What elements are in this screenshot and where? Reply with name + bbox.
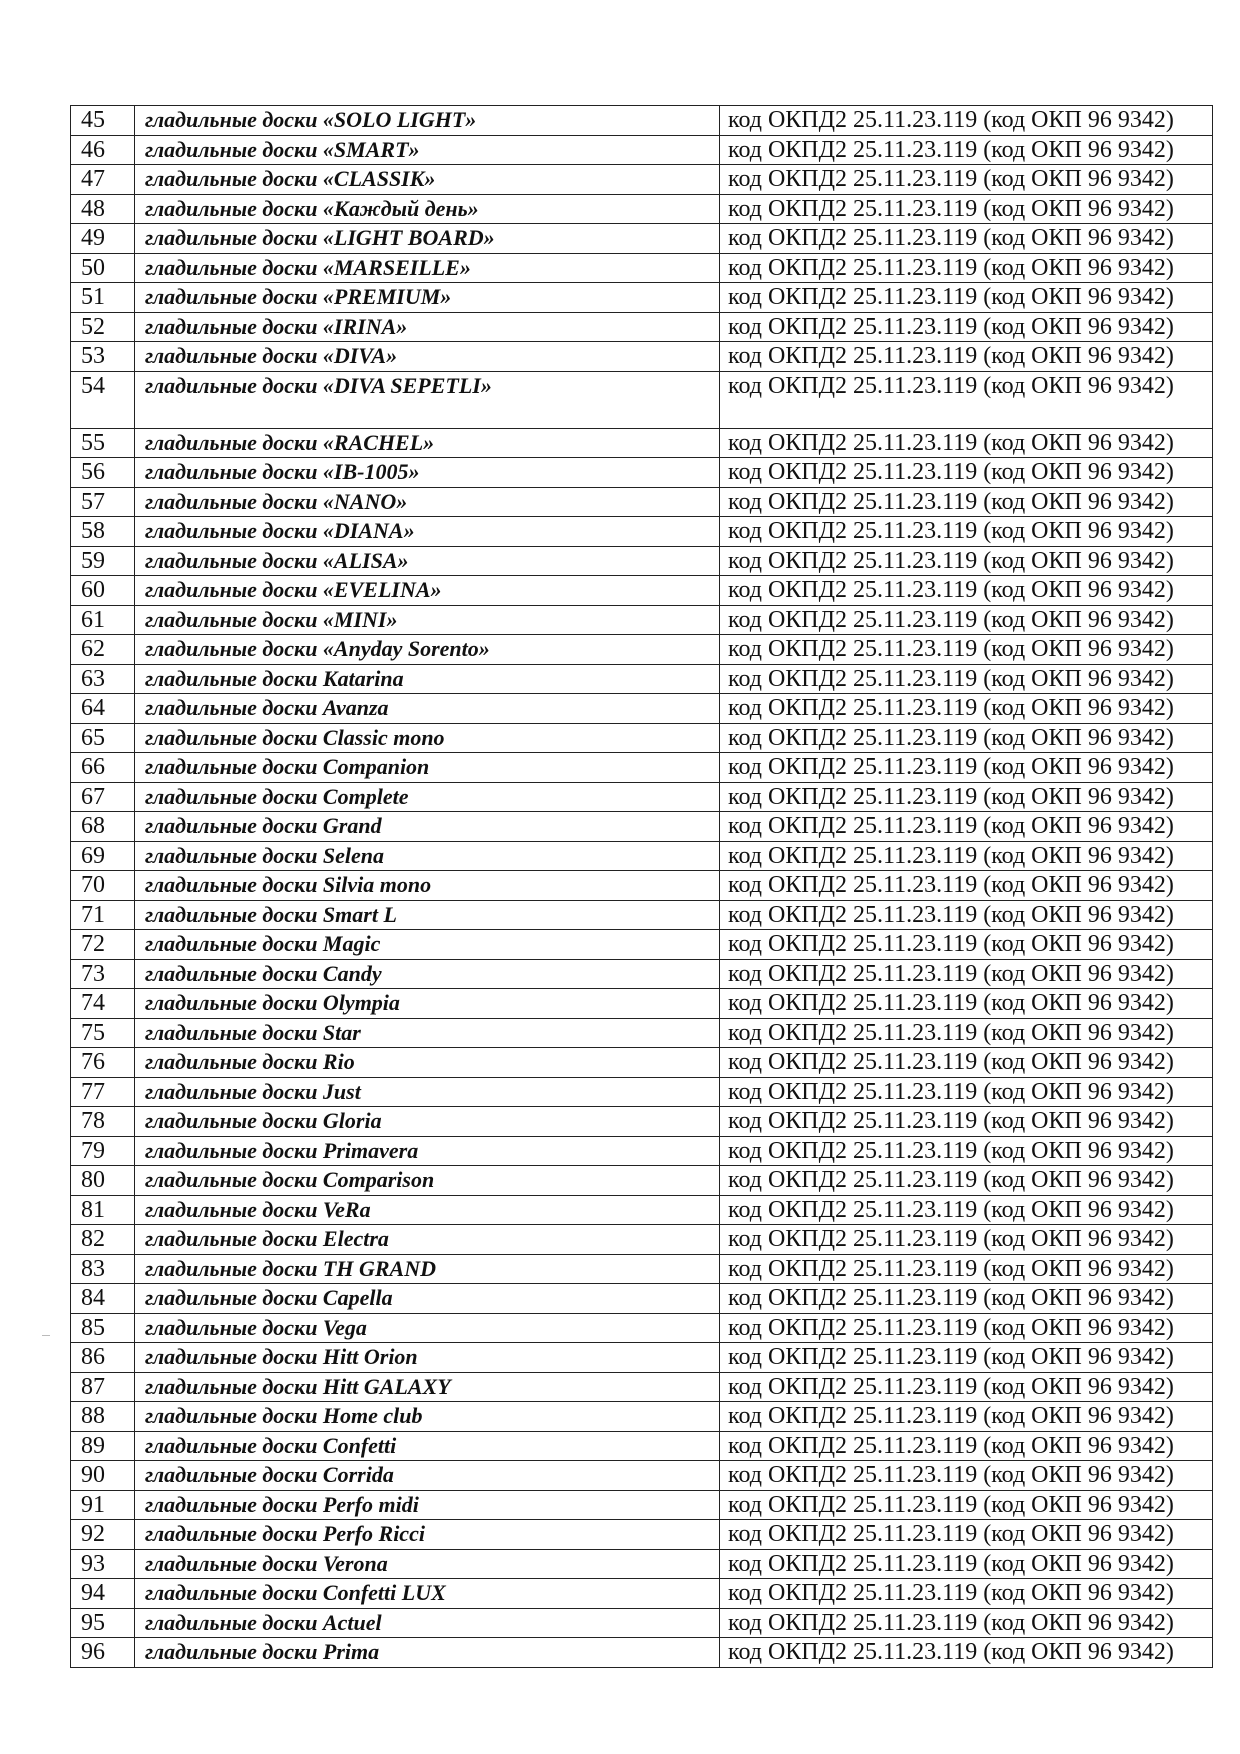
product-name: гладильные доски Primavera — [135, 1136, 720, 1166]
product-code: код ОКПД2 25.11.23.119 (код ОКП 96 9342) — [720, 900, 1213, 930]
product-code: код ОКПД2 25.11.23.119 (код ОКП 96 9342) — [720, 1136, 1213, 1166]
table-row — [71, 1549, 1213, 1579]
document-page — [70, 105, 1212, 1668]
table-row — [71, 1254, 1213, 1284]
product-name: гладильные доски Gloria — [135, 1107, 720, 1137]
table-row — [71, 605, 1213, 635]
row-number: 48 — [71, 194, 135, 224]
product-name: гладильные доски «DIVA» — [135, 342, 720, 372]
product-code: код ОКПД2 25.11.23.119 (код ОКП 96 9342) — [720, 664, 1213, 694]
table-row — [71, 283, 1213, 313]
table-row — [71, 723, 1213, 753]
product-code: код ОКПД2 25.11.23.119 (код ОКП 96 9342) — [720, 871, 1213, 901]
table-row — [71, 253, 1213, 283]
product-name: гладильные доски Corrida — [135, 1461, 720, 1491]
product-name: гладильные доски Hitt Orion — [135, 1343, 720, 1373]
row-number: 57 — [71, 487, 135, 517]
row-number: 61 — [71, 605, 135, 635]
row-number: 96 — [71, 1638, 135, 1668]
product-name: гладильные доски «CLASSIK» — [135, 165, 720, 195]
product-code: код ОКПД2 25.11.23.119 (код ОКП 96 9342) — [720, 342, 1213, 372]
row-number: 79 — [71, 1136, 135, 1166]
table-row — [71, 194, 1213, 224]
table-row — [71, 930, 1213, 960]
product-code: код ОКПД2 25.11.23.119 (код ОКП 96 9342) — [720, 1107, 1213, 1137]
row-number: 71 — [71, 900, 135, 930]
product-name: гладильные доски Grand — [135, 812, 720, 842]
product-code: код ОКПД2 25.11.23.119 (код ОКП 96 9342) — [720, 1402, 1213, 1432]
row-number: 68 — [71, 812, 135, 842]
product-code: код ОКПД2 25.11.23.119 (код ОКП 96 9342) — [720, 635, 1213, 665]
row-number: 82 — [71, 1225, 135, 1255]
table-row — [71, 1225, 1213, 1255]
row-number: 59 — [71, 546, 135, 576]
product-code: код ОКПД2 25.11.23.119 (код ОКП 96 9342) — [720, 1284, 1213, 1314]
product-name: гладильные доски Actuel — [135, 1608, 720, 1638]
row-number: 76 — [71, 1048, 135, 1078]
product-code: код ОКПД2 25.11.23.119 (код ОКП 96 9342) — [720, 930, 1213, 960]
product-name: гладильные доски Home club — [135, 1402, 720, 1432]
product-name: гладильные доски VeRa — [135, 1195, 720, 1225]
row-number: 46 — [71, 135, 135, 165]
row-number: 63 — [71, 664, 135, 694]
table-row — [71, 135, 1213, 165]
product-name: гладильные доски Silvia mono — [135, 871, 720, 901]
product-name: гладильные доски Confetti LUX — [135, 1579, 720, 1609]
row-number: 55 — [71, 428, 135, 458]
product-name: гладильные доски Perfo midi — [135, 1490, 720, 1520]
row-number: 47 — [71, 165, 135, 195]
table-row — [71, 1343, 1213, 1373]
table-row — [71, 1579, 1213, 1609]
product-name: гладильные доски Candy — [135, 959, 720, 989]
product-code: код ОКПД2 25.11.23.119 (код ОКП 96 9342) — [720, 546, 1213, 576]
row-number: 94 — [71, 1579, 135, 1609]
product-name: гладильные доски «NANO» — [135, 487, 720, 517]
product-code: код ОКПД2 25.11.23.119 (код ОКП 96 9342) — [720, 283, 1213, 313]
product-name: гладильные доски Rio — [135, 1048, 720, 1078]
product-name: гладильные доски Prima — [135, 1638, 720, 1668]
row-number: 93 — [71, 1549, 135, 1579]
product-name: гладильные доски Classic mono — [135, 723, 720, 753]
row-number: 54 — [71, 371, 135, 428]
row-number: 90 — [71, 1461, 135, 1491]
product-code: код ОКПД2 25.11.23.119 (код ОКП 96 9342) — [720, 312, 1213, 342]
product-code: код ОКПД2 25.11.23.119 (код ОКП 96 9342) — [720, 782, 1213, 812]
row-number: 51 — [71, 283, 135, 313]
table-row — [71, 635, 1213, 665]
table-row — [71, 1018, 1213, 1048]
product-name: гладильные доски «PREMIUM» — [135, 283, 720, 313]
row-number: 83 — [71, 1254, 135, 1284]
table-row — [71, 782, 1213, 812]
product-name: гладильные доски Hitt GALAXY — [135, 1372, 720, 1402]
row-number: 65 — [71, 723, 135, 753]
product-name: гладильные доски Selena — [135, 841, 720, 871]
product-code: код ОКПД2 25.11.23.119 (код ОКП 96 9342) — [720, 723, 1213, 753]
product-code: код ОКПД2 25.11.23.119 (код ОКП 96 9342) — [720, 1048, 1213, 1078]
row-number: 58 — [71, 517, 135, 547]
row-number: 56 — [71, 458, 135, 488]
product-name: гладильные доски Smart L — [135, 900, 720, 930]
table-row — [71, 1313, 1213, 1343]
product-name: гладильные доски «MARSEILLE» — [135, 253, 720, 283]
product-code: код ОКПД2 25.11.23.119 (код ОКП 96 9342) — [720, 1254, 1213, 1284]
table-row — [71, 753, 1213, 783]
product-code: код ОКПД2 25.11.23.119 (код ОКП 96 9342) — [720, 1195, 1213, 1225]
table-row — [71, 1638, 1213, 1668]
row-number: 49 — [71, 224, 135, 254]
table-row — [71, 989, 1213, 1019]
product-name: гладильные доски Comparison — [135, 1166, 720, 1196]
row-number: 72 — [71, 930, 135, 960]
product-name: гладильные доски «Каждый день» — [135, 194, 720, 224]
table-row — [71, 546, 1213, 576]
table-row — [71, 1107, 1213, 1137]
table-row — [71, 1461, 1213, 1491]
table-row — [71, 371, 1213, 428]
row-number: 53 — [71, 342, 135, 372]
row-number: 60 — [71, 576, 135, 606]
table-row — [71, 517, 1213, 547]
product-name: гладильные доски Confetti — [135, 1431, 720, 1461]
product-name: гладильные доски «IB-1005» — [135, 458, 720, 488]
product-code: код ОКПД2 25.11.23.119 (код ОКП 96 9342) — [720, 1431, 1213, 1461]
row-number: 86 — [71, 1343, 135, 1373]
product-code: код ОКПД2 25.11.23.119 (код ОКП 96 9342) — [720, 428, 1213, 458]
row-number: 88 — [71, 1402, 135, 1432]
product-code: код ОКПД2 25.11.23.119 (код ОКП 96 9342) — [720, 1343, 1213, 1373]
margin-mark — [42, 1335, 50, 1336]
product-code: код ОКПД2 25.11.23.119 (код ОКП 96 9342) — [720, 1549, 1213, 1579]
row-number: 62 — [71, 635, 135, 665]
product-code: код ОКПД2 25.11.23.119 (код ОКП 96 9342) — [720, 224, 1213, 254]
products-table — [70, 105, 1213, 1668]
product-name: гладильные доски «IRINA» — [135, 312, 720, 342]
table-row — [71, 106, 1213, 136]
product-name: гладильные доски «DIVA SEPETLI» — [135, 371, 720, 428]
product-code: код ОКПД2 25.11.23.119 (код ОКП 96 9342) — [720, 1372, 1213, 1402]
product-code: код ОКПД2 25.11.23.119 (код ОКП 96 9342) — [720, 841, 1213, 871]
product-name: гладильные доски «Anyday Sorento» — [135, 635, 720, 665]
row-number: 87 — [71, 1372, 135, 1402]
product-code: код ОКПД2 25.11.23.119 (код ОКП 96 9342) — [720, 165, 1213, 195]
table-row — [71, 428, 1213, 458]
product-code: код ОКПД2 25.11.23.119 (код ОКП 96 9342) — [720, 458, 1213, 488]
table-row — [71, 1431, 1213, 1461]
product-code: код ОКПД2 25.11.23.119 (код ОКП 96 9342) — [720, 1166, 1213, 1196]
table-row — [71, 812, 1213, 842]
row-number: 45 — [71, 106, 135, 136]
product-code: код ОКПД2 25.11.23.119 (код ОКП 96 9342) — [720, 1225, 1213, 1255]
product-name: гладильные доски Just — [135, 1077, 720, 1107]
product-name: гладильные доски «ALISA» — [135, 546, 720, 576]
product-name: гладильные доски Companion — [135, 753, 720, 783]
product-name: гладильные доски TH GRAND — [135, 1254, 720, 1284]
table-row — [71, 1608, 1213, 1638]
product-name: гладильные доски Capella — [135, 1284, 720, 1314]
product-name: гладильные доски Star — [135, 1018, 720, 1048]
product-name: гладильные доски Avanza — [135, 694, 720, 724]
row-number: 75 — [71, 1018, 135, 1048]
product-code: код ОКПД2 25.11.23.119 (код ОКП 96 9342) — [720, 1313, 1213, 1343]
product-code: код ОКПД2 25.11.23.119 (код ОКП 96 9342) — [720, 106, 1213, 136]
product-name: гладильные доски «SMART» — [135, 135, 720, 165]
row-number: 84 — [71, 1284, 135, 1314]
row-number: 77 — [71, 1077, 135, 1107]
row-number: 70 — [71, 871, 135, 901]
table-row — [71, 1048, 1213, 1078]
table-row — [71, 224, 1213, 254]
product-name: гладильные доски «DIANA» — [135, 517, 720, 547]
product-name: гладильные доски Olympia — [135, 989, 720, 1019]
table-row — [71, 1490, 1213, 1520]
row-number: 52 — [71, 312, 135, 342]
table-row — [71, 1284, 1213, 1314]
row-number: 78 — [71, 1107, 135, 1137]
row-number: 73 — [71, 959, 135, 989]
table-row — [71, 312, 1213, 342]
product-code: код ОКПД2 25.11.23.119 (код ОКП 96 9342) — [720, 989, 1213, 1019]
product-code: код ОКПД2 25.11.23.119 (код ОКП 96 9342) — [720, 1579, 1213, 1609]
product-code: код ОКПД2 25.11.23.119 (код ОКП 96 9342) — [720, 959, 1213, 989]
row-number: 64 — [71, 694, 135, 724]
product-name: гладильные доски Verona — [135, 1549, 720, 1579]
row-number: 50 — [71, 253, 135, 283]
product-name: гладильные доски «SOLO LIGHT» — [135, 106, 720, 136]
table-row — [71, 458, 1213, 488]
product-code: код ОКПД2 25.11.23.119 (код ОКП 96 9342) — [720, 694, 1213, 724]
products-table-body — [71, 106, 1213, 1668]
table-row — [71, 1077, 1213, 1107]
product-code: код ОКПД2 25.11.23.119 (код ОКП 96 9342) — [720, 1077, 1213, 1107]
row-number: 69 — [71, 841, 135, 871]
product-name: гладильные доски Perfo Ricci — [135, 1520, 720, 1550]
table-row — [71, 841, 1213, 871]
product-code: код ОКПД2 25.11.23.119 (код ОКП 96 9342) — [720, 1520, 1213, 1550]
product-code: код ОКПД2 25.11.23.119 (код ОКП 96 9342) — [720, 253, 1213, 283]
product-name: гладильные доски Electra — [135, 1225, 720, 1255]
product-code: код ОКПД2 25.11.23.119 (код ОКП 96 9342) — [720, 194, 1213, 224]
product-code: код ОКПД2 25.11.23.119 (код ОКП 96 9342) — [720, 812, 1213, 842]
table-row — [71, 959, 1213, 989]
table-row — [71, 694, 1213, 724]
product-name: гладильные доски Complete — [135, 782, 720, 812]
product-name: гладильные доски Katarina — [135, 664, 720, 694]
product-code: код ОКПД2 25.11.23.119 (код ОКП 96 9342) — [720, 371, 1213, 428]
row-number: 89 — [71, 1431, 135, 1461]
row-number: 81 — [71, 1195, 135, 1225]
table-row — [71, 1136, 1213, 1166]
product-name: гладильные доски «EVELINA» — [135, 576, 720, 606]
product-code: код ОКПД2 25.11.23.119 (код ОКП 96 9342) — [720, 1638, 1213, 1668]
product-code: код ОКПД2 25.11.23.119 (код ОКП 96 9342) — [720, 1490, 1213, 1520]
table-row — [71, 1520, 1213, 1550]
table-row — [71, 487, 1213, 517]
row-number: 66 — [71, 753, 135, 783]
table-row — [71, 1372, 1213, 1402]
row-number: 74 — [71, 989, 135, 1019]
product-code: код ОКПД2 25.11.23.119 (код ОКП 96 9342) — [720, 517, 1213, 547]
product-code: код ОКПД2 25.11.23.119 (код ОКП 96 9342) — [720, 487, 1213, 517]
table-row — [71, 342, 1213, 372]
product-code: код ОКПД2 25.11.23.119 (код ОКП 96 9342) — [720, 1608, 1213, 1638]
row-number: 67 — [71, 782, 135, 812]
table-row — [71, 871, 1213, 901]
table-row — [71, 165, 1213, 195]
table-row — [71, 900, 1213, 930]
row-number: 95 — [71, 1608, 135, 1638]
table-row — [71, 664, 1213, 694]
product-code: код ОКПД2 25.11.23.119 (код ОКП 96 9342) — [720, 576, 1213, 606]
product-name: гладильные доски Magic — [135, 930, 720, 960]
product-name: гладильные доски «RACHEL» — [135, 428, 720, 458]
product-code: код ОКПД2 25.11.23.119 (код ОКП 96 9342) — [720, 135, 1213, 165]
product-code: код ОКПД2 25.11.23.119 (код ОКП 96 9342) — [720, 1018, 1213, 1048]
row-number: 91 — [71, 1490, 135, 1520]
table-row — [71, 1166, 1213, 1196]
product-name: гладильные доски «MINI» — [135, 605, 720, 635]
table-row — [71, 1402, 1213, 1432]
product-code: код ОКПД2 25.11.23.119 (код ОКП 96 9342) — [720, 753, 1213, 783]
row-number: 85 — [71, 1313, 135, 1343]
row-number: 80 — [71, 1166, 135, 1196]
product-name: гладильные доски «LIGHT BOARD» — [135, 224, 720, 254]
table-row — [71, 1195, 1213, 1225]
table-row — [71, 576, 1213, 606]
row-number: 92 — [71, 1520, 135, 1550]
product-code: код ОКПД2 25.11.23.119 (код ОКП 96 9342) — [720, 1461, 1213, 1491]
product-code: код ОКПД2 25.11.23.119 (код ОКП 96 9342) — [720, 605, 1213, 635]
product-name: гладильные доски Vega — [135, 1313, 720, 1343]
